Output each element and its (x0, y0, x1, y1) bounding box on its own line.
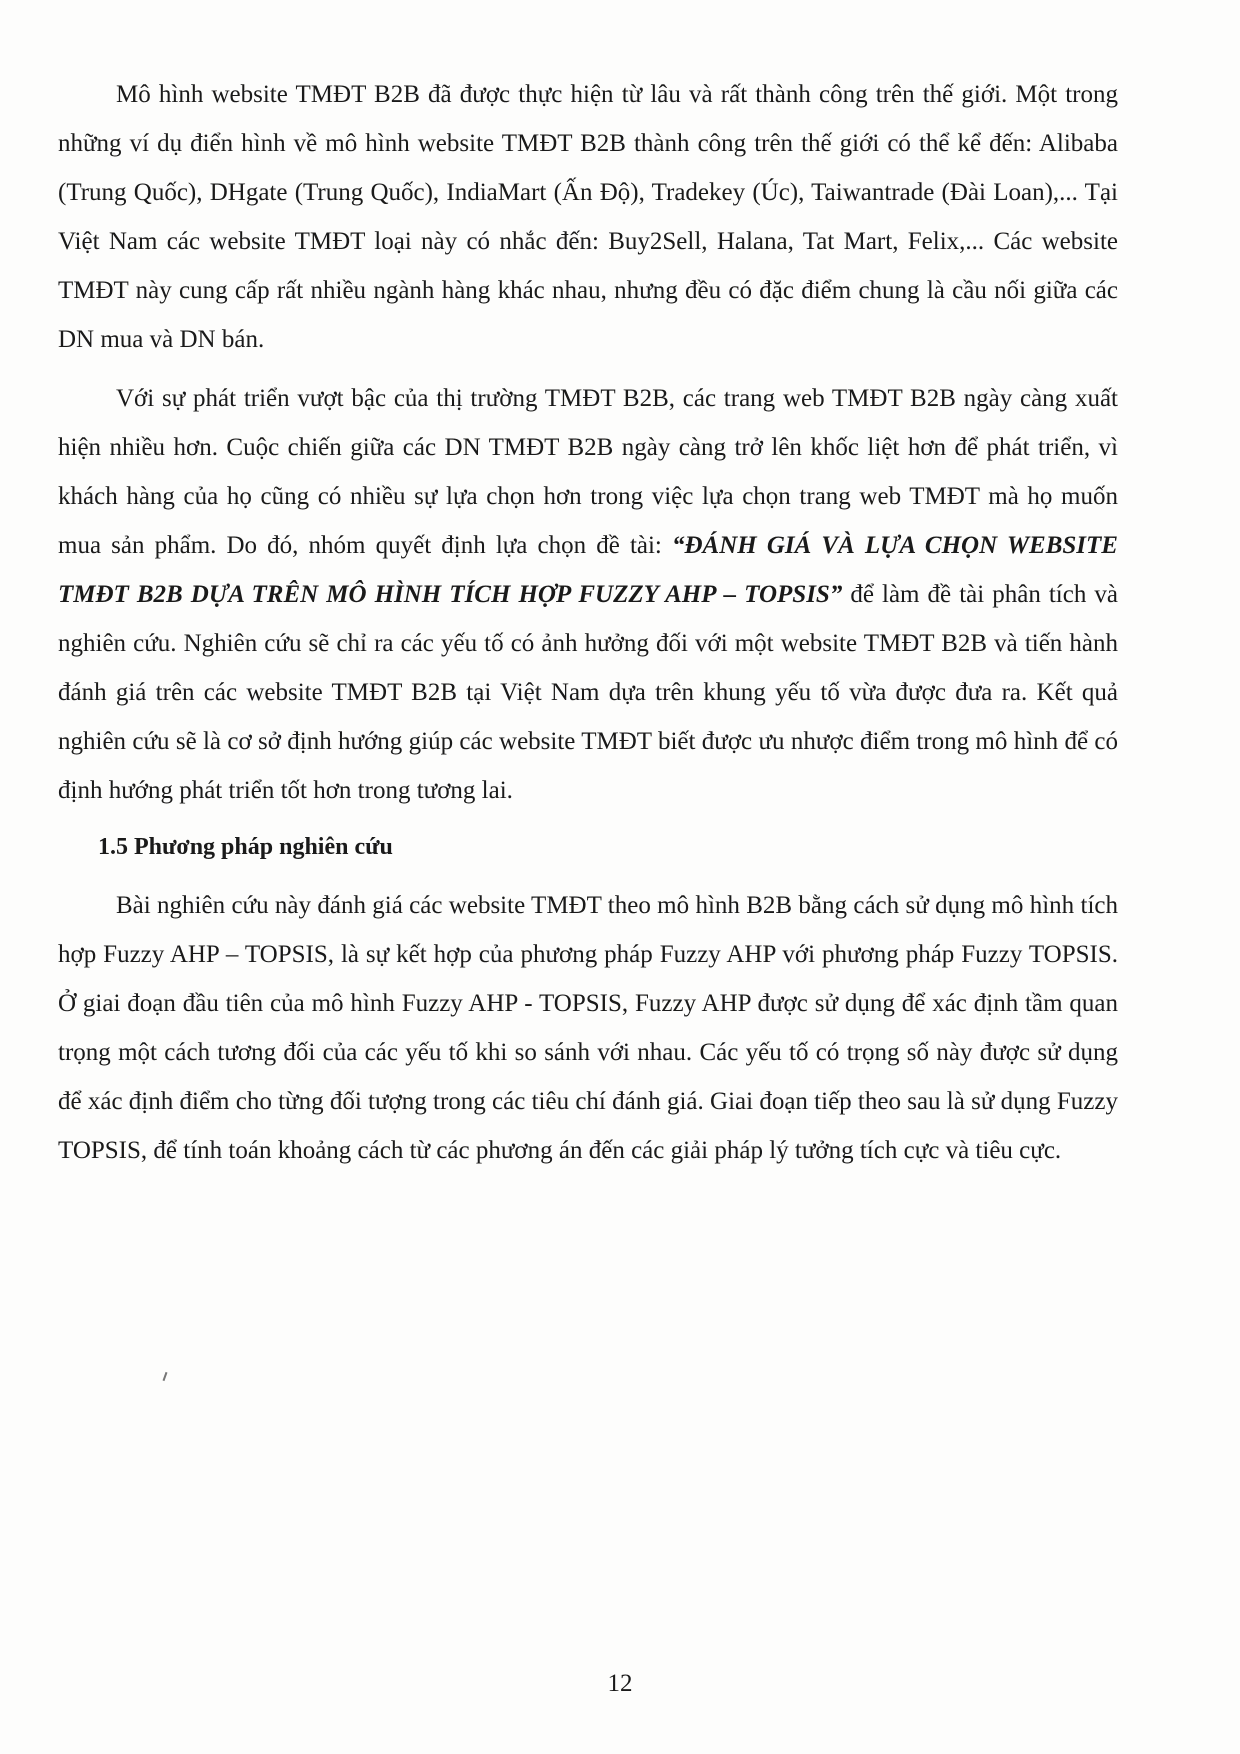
page-content (58, 70, 1118, 1185)
paragraph-b2b-models: Mô hình website TMĐT B2B đã được thực hiện từ lâu và rất thành công trên thế giới. Một trong những ví dụ điển hình về mô hình website TMĐT B2B thành công trên thế giới có thể kể đến: Alibaba (Trung Quốc), DHgate (Trung Quốc), IndiaMart (Ấn Độ), Tradekey (Úc), Taiwantrade (Đài Loan),... Tại Việt Nam các website TMĐT loại này có nhắc đến: Buy2Sell, Halana, Tat Mart, Felix,... Các website TMĐT này cung cấp rất nhiều ngành hàng khác nhau, nhưng đều có đặc điểm chung là cầu nối giữa các DN mua và DN bán. (58, 81, 1118, 353)
paragraph-topic-text-after: để làm đề tài phân tích và nghiên cứu. Nghiên cứu sẽ chỉ ra các yếu tố có ảnh hưởng đối với một website TMĐT B2B và tiến hành đánh giá trên các website TMĐT B2B tại Việt Nam dựa trên khung yếu tố vừa được đưa ra. Kết quả nghiên cứu sẽ là cơ sở định hướng giúp các website TMĐT biết được ưu nhược điểm trong mô hình để có định hướng phát triển tốt hơn trong tương lai. (58, 581, 1118, 804)
paragraph-topic-text-before: Với sự phát triển vượt bậc của thị trường TMĐT B2B, các trang web TMĐT B2B ngày càng xuất hiện nhiều hơn. Cuộc chiến giữa các DN TMĐT B2B ngày càng trở lên khốc liệt hơn để phát triển, vì khách hàng của họ cũng có nhiều sự lựa chọn hơn trong việc lựa chọn trang web TMĐT mà họ muốn mua sản phẩm. Do đó, nhóm quyết định lựa chọn đề tài: (58, 385, 1118, 559)
thesis-title: “ĐÁNH GIÁ VÀ LỰA CHỌN WEBSITE TMĐT B2B DỰA TRÊN MÔ HÌNH TÍCH HỢP FUZZY AHP – TOPSIS” (58, 532, 1118, 608)
page-number: 12 (607, 1670, 633, 1697)
paragraph-research-method: Bài nghiên cứu này đánh giá các website TMĐT theo mô hình B2B bằng cách sử dụng mô hình tích hợp Fuzzy AHP – TOPSIS, là sự kết hợp của phương pháp Fuzzy AHP với phương pháp Fuzzy TOPSIS. Ở giai đoạn đầu tiên của mô hình Fuzzy AHP - TOPSIS, Fuzzy AHP được sử dụng để xác định tầm quan trọng một cách tương đối của các yếu tố khi so sánh với nhau. Các yếu tố có trọng số này được sử dụng để xác định điểm cho từng đối tượng trong các tiêu chí đánh giá. Giai đoạn tiếp theo sau là sử dụng Fuzzy TOPSIS, để tính toán khoảng cách từ các phương án đến các giải pháp lý tưởng tích cực và tiêu cực. (58, 892, 1118, 1164)
section-heading-research-method: 1.5 Phương pháp nghiên cứu (98, 834, 393, 860)
scan-speck (163, 1372, 168, 1381)
paragraph-topic-selection (58, 374, 1118, 815)
